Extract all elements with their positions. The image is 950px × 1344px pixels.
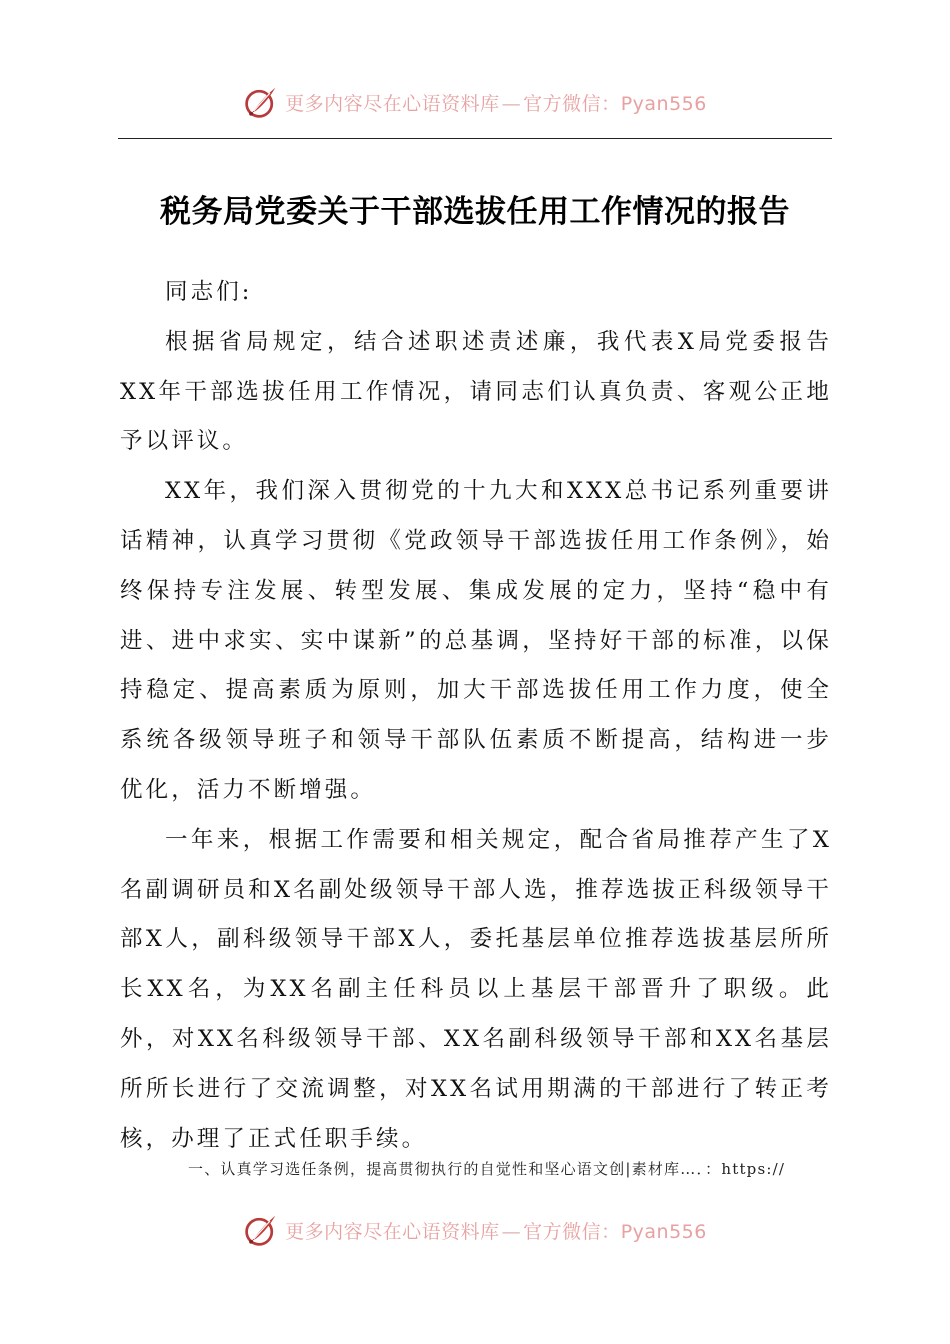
header-banner-wechat-id: Pyan556 (620, 92, 707, 115)
body-paragraph-1: 根据省局规定，结合述职述责述廉，我代表X局党委报告XX年干部选拔任用工作情况，请同志们认真负责、客观公正地予以评议。 (120, 328, 832, 455)
header-banner-wechat-label: 官方微信： (523, 92, 621, 115)
footer-watermark-banner (0, 1208, 950, 1252)
quill-pen-logo-icon (243, 84, 279, 120)
header-banner-text (285, 89, 707, 116)
header-divider (118, 138, 832, 139)
quill-pen-logo-icon (243, 1212, 279, 1248)
header-watermark-banner (0, 80, 950, 124)
header-banner-separator: — (501, 92, 522, 115)
footer-banner-wechat-id: Pyan556 (620, 1220, 707, 1243)
document-title: 税务局党委关于干部选拔任用工作情况的报告 (160, 194, 790, 230)
body-paragraph-2: XX年，我们深入贯彻党的十九大和XXX总书记系列重要讲话精神，认真学习贯彻《党政领导干部选拔任用工作条例》，始终保持专注发展、转型发展、集成发展的定力，坚持“稳中有进、进中求实、实中谋新”的总基调，坚持好干部的标准，以保持稳定、提高素质为原则，加大干部选拔任用工作力度，使全系统各级领导班子和领导干部队伍素质不断提高，结构进一步优化，活力不断增强。 (120, 478, 832, 803)
header-banner-slogan: 更多内容尽在心语资料库 (285, 92, 500, 115)
footer-banner-wechat-label: 官方微信： (523, 1220, 621, 1243)
footer-note: 一、认真学习选任条例，提高贯彻执行的自觉性和坚心语文创|素材库…．：https:// (188, 1160, 786, 1178)
footer-banner-text (285, 1217, 707, 1244)
footer-banner-separator: — (501, 1220, 522, 1243)
document-body (120, 268, 832, 1164)
salutation: 同志们: (165, 279, 253, 305)
footer-banner-slogan: 更多内容尽在心语资料库 (285, 1220, 500, 1243)
body-paragraph-3: 一年来，根据工作需要和相关规定，配合省局推荐产生了X名副调研员和X名副处级领导干部人选，推荐选拔正科级领导干部X人，副科级领导干部X人，委托基层单位推荐选拔基层所所长XX名，为XX名副主任科员以上基层干部晋升了职级。此外，对XX名科级领导干部、XX名副科级领导干部和XX名基层所所长进行了交流调整，对XX名试用期满的干部进行了转正考核，办理了正式任职手续。 (120, 826, 832, 1152)
